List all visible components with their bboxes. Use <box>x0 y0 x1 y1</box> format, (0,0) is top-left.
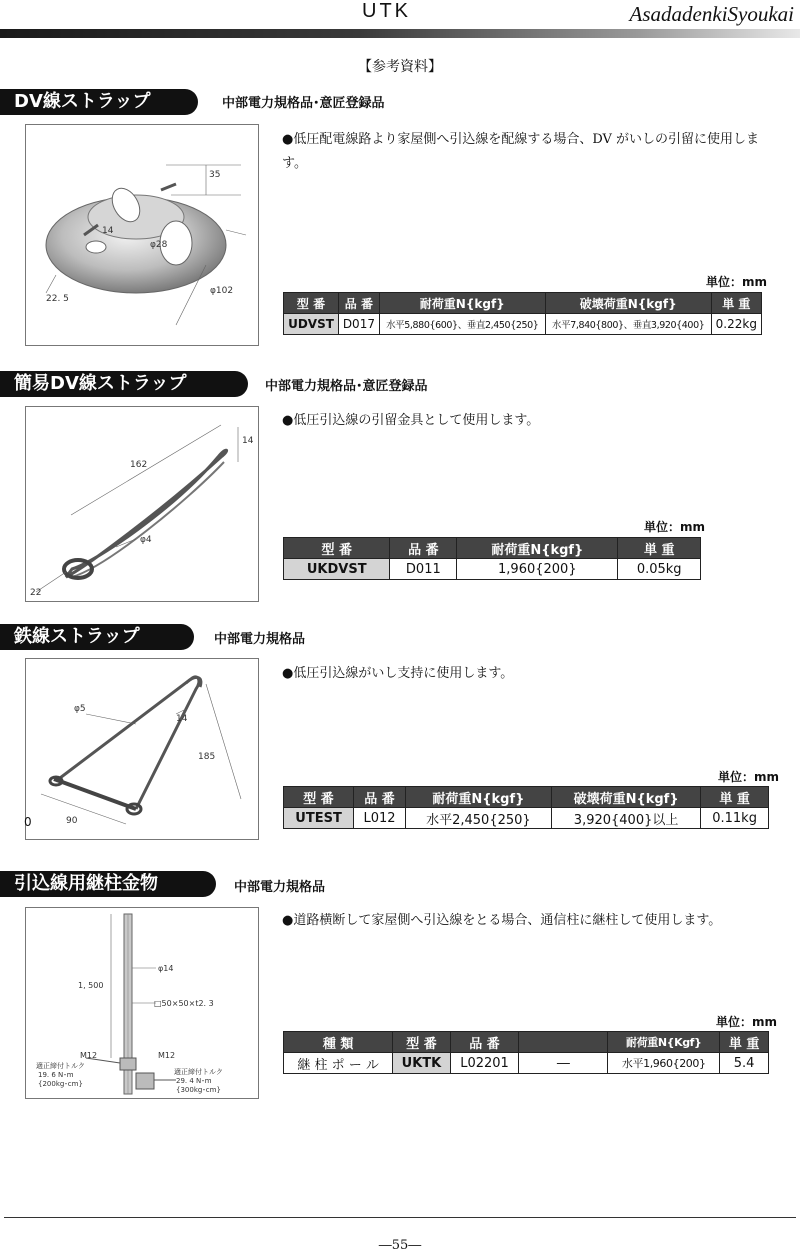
cell-weight: 5.4 <box>720 1053 769 1074</box>
section-2-product-image <box>25 406 259 602</box>
table-header-row <box>284 293 762 314</box>
cell-model: UTEST <box>284 808 354 829</box>
table-row <box>284 314 762 335</box>
reference-label: 【参考資料】 <box>358 59 442 75</box>
section-4-torque-value-right: 29. 4 N･m <box>176 1077 212 1085</box>
section-4-dim-m12-left: M12 <box>80 1051 98 1060</box>
cell-load: 水平1,960{200} <box>608 1053 720 1074</box>
section-4-torque-kg-left: {200kg･cm} <box>38 1080 83 1088</box>
col-header: 耐荷重N{kgf} <box>405 787 551 808</box>
col-header: 型 番 <box>393 1032 450 1053</box>
section-3-dim-14: 14 <box>176 714 188 724</box>
col-header: 品 番 <box>450 1032 519 1053</box>
table-header-row <box>284 787 769 808</box>
section-2-subtitle: 中部電力規格品･意匠登録品 <box>265 379 428 394</box>
cell-part-no: D017 <box>339 314 380 335</box>
cell-break-load: 3,920{400}以上 <box>551 808 700 829</box>
section-2-dim-22: 22 <box>30 588 42 598</box>
cell-model: UDVST <box>284 314 339 335</box>
section-2-dim-162: 162 <box>130 460 148 470</box>
col-header: 品 番 <box>354 787 406 808</box>
cell-part-no: D011 <box>390 559 457 580</box>
cell-model: UKTK <box>393 1053 450 1074</box>
section-1-dim-22-5: 22. 5 <box>46 294 69 304</box>
section-4-torque-label-left: 適正締付トルク <box>36 1062 85 1070</box>
col-header: 品 番 <box>390 538 457 559</box>
col-header: 品 番 <box>339 293 380 314</box>
section-3-unit: 単位：mm <box>718 770 780 784</box>
cell-kind: 継 柱 ポ ー ル <box>284 1053 393 1074</box>
col-header: 単 重 <box>618 538 701 559</box>
section-4-spec-table <box>283 1031 769 1074</box>
section-4-dim-square-pipe: □50×50×t2. 3 <box>154 999 214 1008</box>
section-2-unit: 単位：mm <box>644 520 706 534</box>
cell-break-load: 水平7,840{800}、垂直3,920{400} <box>545 314 711 335</box>
cell-weight: 0.05kg <box>618 559 701 580</box>
section-1-dim-phi28: φ28 <box>150 240 168 250</box>
page-number: ―55― <box>378 1238 422 1253</box>
section-4-dim-phi14: φ14 <box>158 964 174 973</box>
section-4-torque-kg-right: {300kg･cm} <box>176 1086 221 1094</box>
section-4-torque-label-right: 適正締付トルク <box>174 1068 223 1076</box>
cell-part-no: L012 <box>354 808 406 829</box>
cell-load: 水平2,450{250} <box>405 808 551 829</box>
col-header: 単 重 <box>720 1032 769 1053</box>
header-bar <box>0 29 800 38</box>
section-2-description: ●低圧引込線の引留金具として使用します。 <box>282 413 540 428</box>
table-row <box>284 559 701 580</box>
section-4-unit: 単位：mm <box>716 1015 778 1029</box>
section-2-spec-table <box>283 537 701 580</box>
section-3-spec-table <box>283 786 769 829</box>
cell-load: 水平5,880{600}、垂直2,450{250} <box>379 314 545 335</box>
col-header: 破壊荷重N{kgf} <box>545 293 711 314</box>
section-1-unit: 単位：mm <box>706 275 768 289</box>
section-1-description: ●低圧配電線路より家屋側へ引込線を配線する場合、DV がいしの引留に使用します。 <box>282 132 760 171</box>
stray-mark: 0 <box>24 815 32 829</box>
col-header: 型 番 <box>284 538 390 559</box>
section-4-dim-1500: 1, 500 <box>78 981 104 990</box>
cell-weight: 0.22kg <box>711 314 761 335</box>
section-3-dim-185: 185 <box>198 752 216 762</box>
section-4-subtitle: 中部電力規格品 <box>234 880 326 895</box>
section-1-dim-35: 35 <box>209 170 221 180</box>
header-code: UTK <box>362 0 411 22</box>
section-1-dim-phi102: φ102 <box>210 286 234 296</box>
section-4-product-image <box>25 907 259 1099</box>
section-1-product-image <box>25 124 259 346</box>
cell-blank: ― <box>519 1053 608 1074</box>
section-1-subtitle: 中部電力規格品･意匠登録品 <box>222 96 385 111</box>
col-header: 単 重 <box>701 787 769 808</box>
section-3-subtitle: 中部電力規格品 <box>214 632 306 647</box>
section-3-dim-90: 90 <box>66 816 78 826</box>
section-4-title: 引込線用継柱金物 <box>0 871 216 897</box>
col-header: 耐荷重N{Kgf} <box>608 1032 720 1053</box>
section-2-dim-14: 14 <box>242 436 254 446</box>
col-header: 型 番 <box>284 293 339 314</box>
section-2-dim-phi4: φ4 <box>140 535 152 545</box>
header-brand: AsadadenkiSyoukai <box>629 2 794 26</box>
col-header: 種 類 <box>284 1032 393 1053</box>
section-2-title: 簡易DV線ストラップ <box>0 371 248 397</box>
section-4-description: ●道路横断して家屋側へ引込線をとる場合、通信柱に継柱して使用します。 <box>282 913 722 928</box>
section-1-spec-table <box>283 292 762 335</box>
cell-model: UKDVST <box>284 559 390 580</box>
table-header-row <box>284 538 701 559</box>
section-1-dim-14: 14 <box>102 226 114 236</box>
section-4-dim-m12-right: M12 <box>158 1051 176 1060</box>
col-header: 型 番 <box>284 787 354 808</box>
section-3-title: 鉄線ストラップ <box>0 624 194 650</box>
section-1-title: DV線ストラップ <box>0 89 198 115</box>
col-header: 耐荷重N{kgf} <box>457 538 618 559</box>
table-row <box>284 1053 769 1074</box>
cell-load: 1,960{200} <box>457 559 618 580</box>
col-header <box>519 1032 608 1053</box>
col-header: 単 重 <box>711 293 761 314</box>
table-header-row <box>284 1032 769 1053</box>
cell-weight: 0.11kg <box>701 808 769 829</box>
col-header: 耐荷重N{kgf} <box>379 293 545 314</box>
footer-line <box>4 1217 796 1218</box>
section-4-torque-value-left: 19. 6 N･m <box>38 1071 74 1079</box>
section-3-description: ●低圧引込線がいし支持に使用します。 <box>282 666 514 681</box>
table-row <box>284 808 769 829</box>
cell-part-no: L02201 <box>450 1053 519 1074</box>
section-3-dim-phi5: φ5 <box>74 704 86 714</box>
col-header: 破壊荷重N{kgf} <box>551 787 700 808</box>
section-3-product-image <box>25 658 259 840</box>
